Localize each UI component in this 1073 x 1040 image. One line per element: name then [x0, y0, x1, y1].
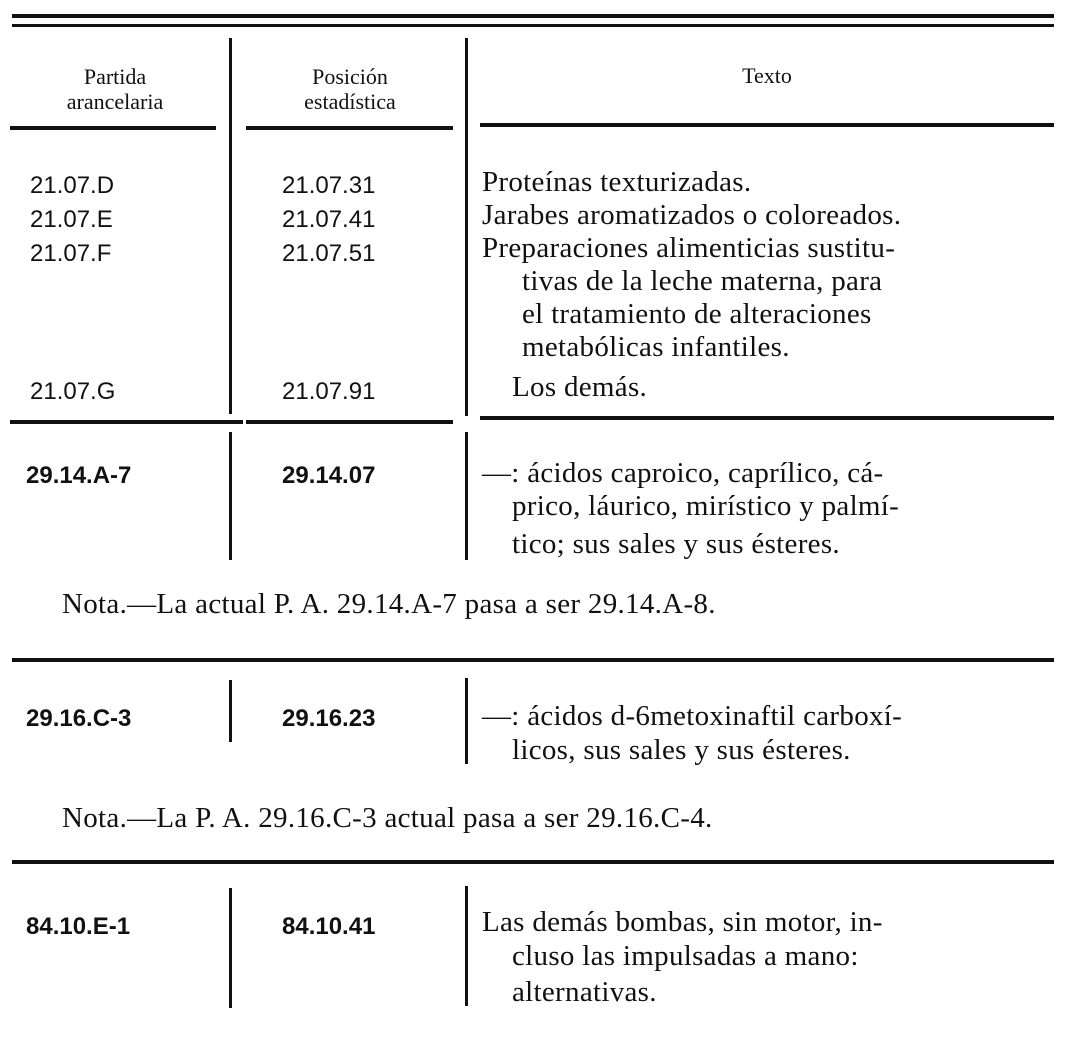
note-29-16: Nota.—La P. A. 29.16.C-3 actual pasa a ser 29.16.C-4.	[62, 802, 713, 834]
column-divider-1	[229, 38, 232, 414]
header-col3: Texto	[742, 63, 792, 88]
texto-84-10-line2: cluso las impulsadas a mano:	[512, 940, 859, 972]
header-col1-line1: Partida	[83, 64, 147, 89]
texto-row-3-line4: metabólicas infantiles.	[522, 331, 790, 363]
texto-row-1: Proteínas texturizadas.	[482, 166, 752, 198]
posicion-21-07-41: 21.07.41	[282, 206, 376, 233]
section1-rule-col1	[10, 420, 243, 424]
header-col1	[20, 64, 210, 114]
posicion-21-07-51: 21.07.51	[282, 240, 376, 267]
posicion-29-16-23: 29.16.23	[282, 705, 376, 732]
section3-divider-1	[229, 680, 232, 742]
header-col1-line2: arancelaria	[66, 89, 164, 114]
section4-divider-2	[465, 886, 468, 1006]
partida-21-07-e: 21.07.E	[30, 206, 113, 233]
note-29-14: Nota.—La actual P. A. 29.14.A-7 pasa a ser 29.14.A-8.	[62, 588, 716, 620]
texto-29-14-line1: —: ácidos caproico, caprílico, cá-	[482, 457, 884, 489]
texto-84-10-line1: Las demás bombas, sin motor, in-	[482, 906, 883, 938]
texto-29-16-line2: licos, sus sales y sus ésteres.	[512, 734, 851, 766]
partida-21-07-g: 21.07.G	[30, 378, 116, 405]
column-divider-2	[465, 38, 468, 416]
texto-29-14-line3: tico; sus sales y sus ésteres.	[512, 528, 840, 560]
section2-divider-2	[465, 432, 468, 560]
posicion-21-07-91: 21.07.91	[282, 378, 376, 405]
section4-divider-1	[229, 888, 232, 1008]
partida-29-14-a-7: 29.14.A-7	[26, 462, 132, 489]
section1-rule-col3	[480, 416, 1054, 420]
posicion-21-07-31: 21.07.31	[282, 172, 376, 199]
section3-divider-2	[465, 678, 468, 764]
top-double-rule-lower	[12, 24, 1054, 27]
texto-row-3-line1: Preparaciones alimenticias sustitu-	[482, 232, 896, 264]
header-col2-line1: Posición	[312, 64, 388, 89]
partida-29-16-c-3: 29.16.C-3	[26, 705, 132, 732]
section3-top-rule	[12, 658, 1054, 662]
header-underline-col1	[10, 126, 216, 130]
section4-top-rule	[12, 860, 1054, 864]
texto-29-14-line2: prico, láurico, mirístico y palmí-	[512, 490, 900, 522]
posicion-29-14-07: 29.14.07	[282, 462, 376, 489]
section2-divider-1	[229, 432, 232, 560]
posicion-84-10-41: 84.10.41	[282, 913, 376, 940]
header-underline-col2	[246, 126, 453, 130]
header-col2	[252, 64, 448, 114]
texto-row-2: Jarabes aromatizados o coloreados.	[482, 199, 902, 231]
partida-84-10-e-1: 84.10.E-1	[26, 913, 131, 940]
texto-row-4: Los demás.	[512, 371, 648, 403]
texto-row-3-line3: el tratamiento de alteraciones	[522, 298, 872, 330]
texto-row-3-line2: tivas de la leche materna, para	[522, 265, 883, 297]
texto-84-10-line3: alternativas.	[512, 976, 657, 1008]
top-double-rule-upper	[12, 14, 1054, 18]
texto-29-16-line1: —: ácidos d-6metoxinaftil carboxí-	[482, 700, 903, 732]
header-col2-line2: estadística	[304, 89, 396, 114]
header-underline-col3	[480, 123, 1054, 127]
partida-21-07-f: 21.07.F	[30, 240, 112, 267]
partida-21-07-d: 21.07.D	[30, 172, 115, 199]
section1-rule-col2	[246, 420, 453, 424]
